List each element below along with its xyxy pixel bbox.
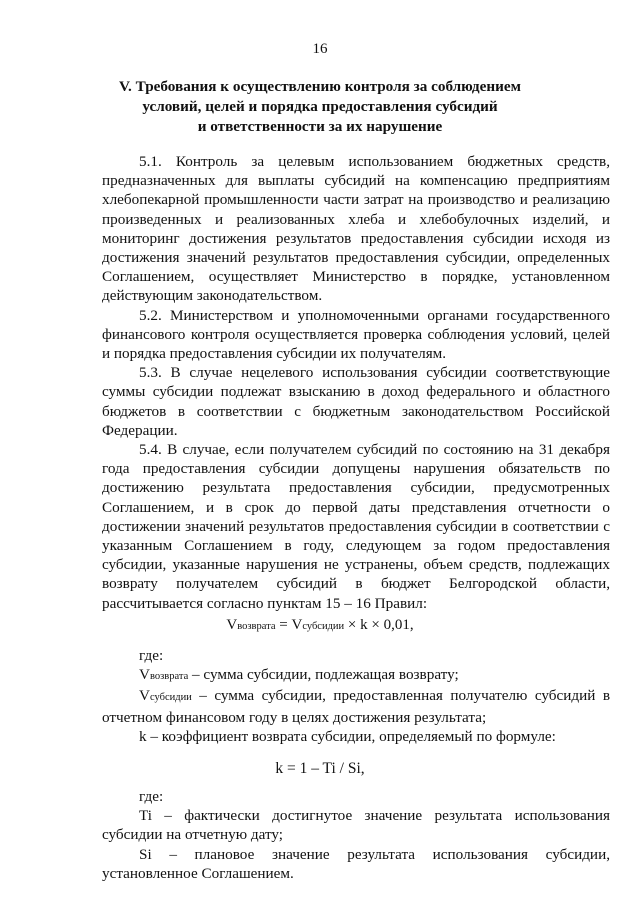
page-number: 16 [312, 41, 328, 57]
heading-line-3: и ответственности за их нарушение [197, 118, 443, 135]
formula-sub-subsidy: субсидии [302, 621, 345, 632]
definition-v-subsidy [102, 686, 610, 726]
where-label-2: где: [139, 788, 164, 805]
where-label-1: где: [139, 647, 164, 664]
paragraph-5-2: 5.2. Министерством и уполномоченными органами государственного финансового контроля осуществляется проверка соблюдения условий, целей и порядка предоставления субсидии их получателям. [102, 306, 610, 363]
paragraph-5-4: 5.4. В случае, если получателем субсидий по состоянию на 31 декабря года предоставления субсидии допущены нарушения обязательств по достижению результата предоставления субсидии, предусмотренных Соглашением, и в срок до первой даты представления отчетности о достижении значений результатов предоставления субсидии в соответствии с указанным Соглашением в году, следующем за годом предоставления субсидии, указанные нарушения не устранены, объем средств, подлежащих возврату получателем субсидий в бюджет Белгородской области, рассчитывается согласно пунктам 15 – 16 Правил: [102, 441, 610, 612]
definition-si: Si – плановое значение результата использования субсидии, установленное Соглашением. [102, 845, 610, 882]
definition-v-return [102, 665, 610, 686]
formula-v-symbol: V [226, 617, 238, 633]
section-heading [90, 77, 550, 137]
heading-line-1: V. Требования к осуществлению контроля за соблюдением [119, 78, 521, 95]
v-subsidy-text: – сумма субсидии, предоставленная получателю субсидий в отчетном финансовом году в целях достижения результата; [102, 687, 610, 726]
section-body [102, 152, 610, 613]
heading-line-2: условий, целей и порядка предоставления субсидий [142, 98, 498, 115]
paragraph-5-1: 5.1. Контроль за целевым использованием бюджетных средств, предназначенных для выплаты субсидий на компенсацию предприятиям хлебопекарной промышленности части затрат на производство и реализацию произведенных и реализованных хлеба и хлебобулочных изделий, и мониторинг достижения результатов предоставления субсидии исходя из достижения значений результатов предоставления субсидии, определенных Соглашением, осуществляет Министерство в порядке, установленном действующим законодательством. [102, 153, 610, 305]
v-return-sub: возврата [149, 671, 189, 683]
definitions-block-1 [102, 646, 610, 746]
paragraph-5-3: 5.3. В случае нецелевого использования субсидии соответствующие суммы субсидии подлежат взысканию в доход федерального и областного бюджетов в соответствии с бюджетным законодательством Российской Федерации. [102, 364, 610, 439]
formula-return-volume [0, 616, 640, 636]
definition-k: k – коэффициент возврата субсидии, определяемый по формуле: [139, 727, 556, 745]
v-subsidy-symbol: V [139, 687, 150, 705]
definitions-block-2 [102, 787, 610, 883]
v-subsidy-sub: субсидии [149, 692, 192, 704]
definition-ti: Ti – фактически достигнутое значение результата использования субсидии на отчетную дату; [102, 807, 610, 844]
v-return-symbol: V [139, 666, 150, 684]
v-return-text: – сумма субсидии, подлежащая возврату; [188, 666, 459, 684]
formula-k: k = 1 – Ti / Si, [275, 760, 365, 777]
formula-sub-return: возврата [237, 621, 276, 632]
formula-rest: × k × 0,01, [344, 617, 414, 633]
formula-equals: = V [275, 617, 303, 633]
